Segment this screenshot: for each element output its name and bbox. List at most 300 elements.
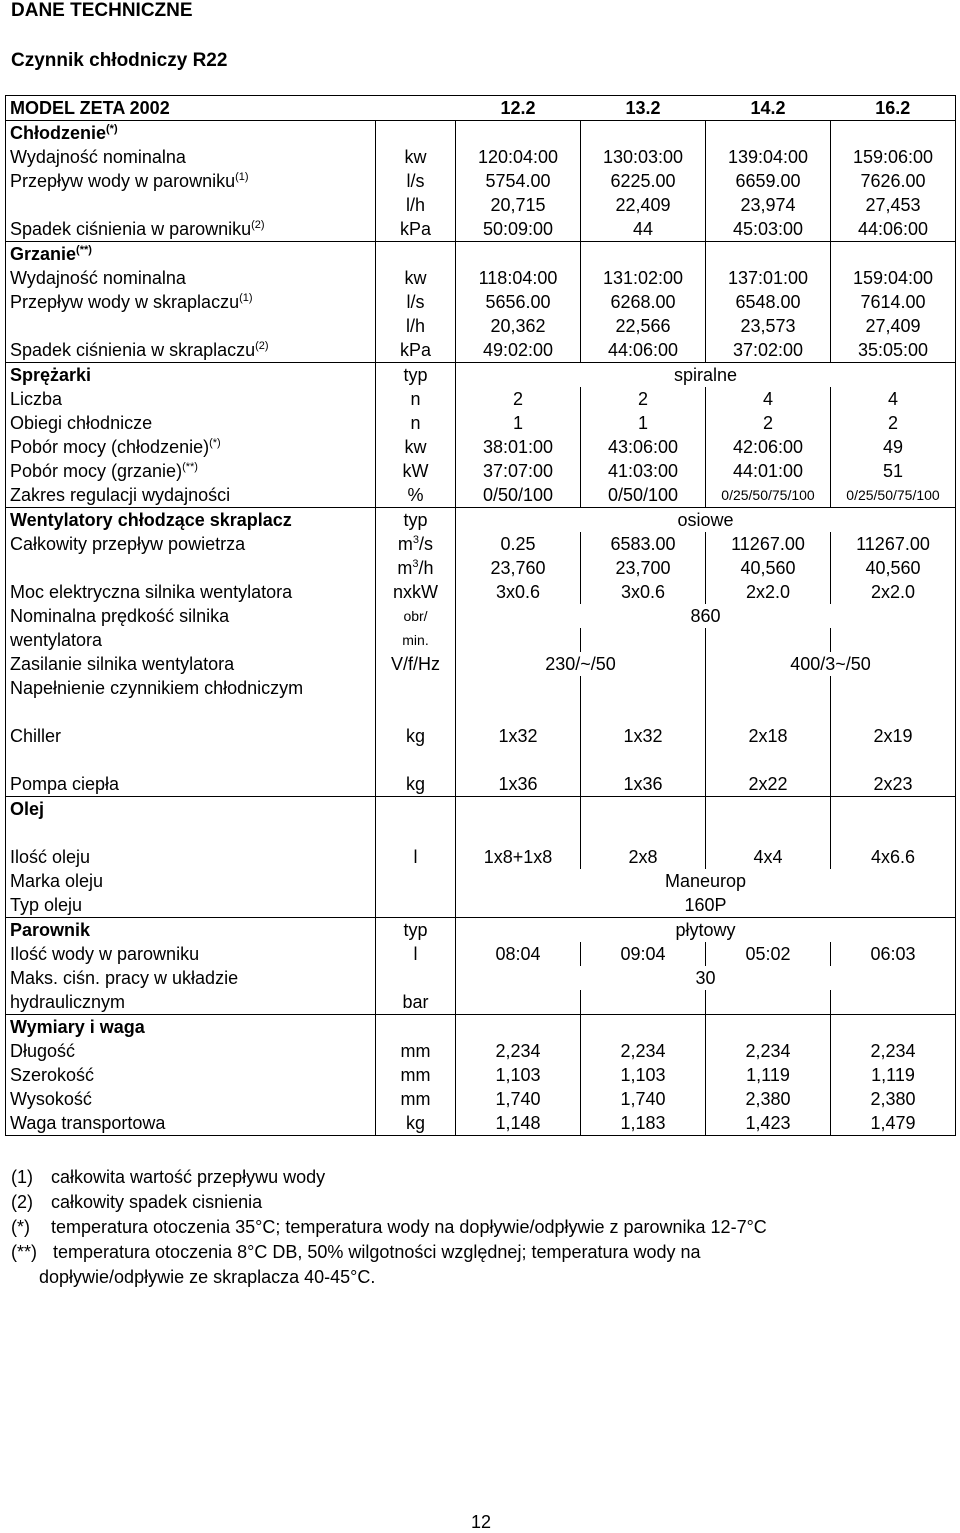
row-value: 11267.00 [706,532,831,556]
row-label [6,700,376,748]
row-value-span: 160P [456,893,956,918]
table-row [6,1014,956,1039]
row-unit [376,242,456,267]
footnote-key: (2) [11,1192,33,1212]
row-value [581,676,706,700]
row-label-text: Sprężarki [10,365,92,385]
row-label-text: Ilość wody w parowniku [10,943,200,964]
row-label-text: Obiegi chłodnicze [10,413,153,433]
row-label-text: wentylatora [10,630,103,650]
row-value: 23,573 [706,314,831,338]
row-value: 1x32 [456,700,581,748]
row-value: 5754.00 [456,169,581,193]
footnote-text: temperatura otoczenia 8°C DB, 50% wilgotności względnej; temperatura wody na [53,1242,701,1262]
row-value: 40,560 [831,556,956,580]
row-value: 6225.00 [581,169,706,193]
row-label-text: Wydajność nominalna [10,147,186,167]
row-label [6,556,376,580]
table-row [6,796,956,821]
row-value: 1,479 [831,1111,956,1136]
footnote-ref: (*) [209,437,221,449]
row-value: 1x32 [581,700,706,748]
row-unit: min. [376,628,456,652]
row-value: 0/50/100 [581,483,706,508]
row-value: 2,380 [706,1087,831,1111]
row-value: 05:02 [706,942,831,966]
row-unit: kw [376,435,456,459]
row-value: 1x36 [456,748,581,796]
row-label [6,748,376,796]
row-value: 2x8 [581,821,706,869]
row-value: 27,409 [831,314,956,338]
row-value [581,990,706,1015]
row-value-span: 30 [456,966,956,990]
row-value: 37:07:00 [456,459,581,483]
table-row [6,411,956,435]
table-row [6,532,956,556]
table-row [6,676,956,700]
row-label-text: Przepływ wody w parowniku [10,171,236,191]
row-value: 4 [831,387,956,411]
table-row [6,748,956,796]
row-unit: mm [376,1063,456,1087]
row-value: 1x36 [581,748,706,796]
row-label [6,990,376,1015]
row-unit: kw [376,266,456,290]
row-unit: kPa [376,338,456,363]
row-value [706,121,831,146]
row-value: 6583.00 [581,532,706,556]
row-value [831,990,956,1015]
row-value: 2 [456,387,581,411]
row-value: 120:04:00 [456,145,581,169]
row-label-text: Typ oleju [10,894,83,915]
row-value [831,1014,956,1039]
row-unit: l/s [376,169,456,193]
row-value: 2,234 [706,1039,831,1063]
row-value: 137:01:00 [706,266,831,290]
row-value [831,796,956,821]
row-label [6,942,376,966]
row-label [6,363,376,388]
row-label-text: Wydajność nominalna [10,268,186,288]
row-unit [376,893,456,918]
row-value: 2 [831,411,956,435]
footnote [11,1240,951,1265]
table-row [6,821,956,869]
row-unit: l [376,821,456,869]
table-row [6,917,956,942]
row-label [6,821,376,869]
footnote [11,1215,951,1240]
row-label-text: Wymiary i waga [10,1016,145,1037]
row-value [831,242,956,267]
row-value-span: Maneurop [456,869,956,893]
row-label-text: Liczba [10,389,63,409]
row-value: 09:04 [581,942,706,966]
row-value: 3x0.6 [581,580,706,604]
row-label [6,483,376,508]
row-label [6,869,376,893]
row-unit: mm [376,1039,456,1063]
row-label-text: Marka oleju [10,870,104,891]
row-value [831,628,956,652]
row-value [706,990,831,1015]
row-unit: obr/ [376,604,456,628]
row-value [581,121,706,146]
row-label [6,628,376,652]
table-row [6,893,956,918]
row-value [706,242,831,267]
row-value: 0/25/50/75/100 [831,483,956,508]
row-label [6,338,376,363]
row-value [706,1014,831,1039]
row-label [6,532,376,556]
row-value: 2,234 [456,1039,581,1063]
row-value [581,242,706,267]
row-value: 2x2.0 [831,580,956,604]
row-label-text: Spadek ciśnienia w parowniku [10,219,252,239]
row-unit: kg [376,748,456,796]
table-row [6,459,956,483]
footnote-text: całkowita wartość przepływu wody [51,1167,326,1187]
table-row [6,193,956,217]
table-row [6,700,956,748]
footnote-text: całkowity spadek cisnienia [51,1192,263,1212]
row-label-text: Długość [10,1040,76,1061]
row-label-text: Wentylatory chłodzące skraplacz [10,510,292,530]
footnote-ref: (1) [239,292,253,304]
row-label [6,1087,376,1111]
row-label-text: Parownik [10,919,91,940]
row-value [456,628,581,652]
row-label-text: Całkowity przepływ powietrza [10,534,246,554]
row-unit: l/h [376,314,456,338]
row-value: 44:06:00 [581,338,706,363]
row-value: 11267.00 [831,532,956,556]
row-value: 6548.00 [706,290,831,314]
row-unit [376,966,456,990]
row-value: 159:06:00 [831,145,956,169]
footnote-ref: (**) [182,461,198,473]
row-unit: n [376,411,456,435]
row-value: 0/50/100 [456,483,581,508]
row-value: 2x23 [831,748,956,796]
row-unit: nxkW [376,580,456,604]
row-unit: V/f/Hz [376,652,456,676]
row-value [456,990,581,1015]
row-value: 37:02:00 [706,338,831,363]
row-value: 1,183 [581,1111,706,1136]
table-row [6,338,956,363]
row-value [831,676,956,700]
row-label [6,121,376,146]
row-label-text: Olej [10,798,45,819]
row-value: 45:03:00 [706,217,831,242]
footnote [11,1165,951,1190]
header-model-4: 16.2 [831,96,956,121]
document-title: DANE TECHNICZNE [11,0,193,21]
footnote-ref: (*) [106,123,118,135]
table-row [6,435,956,459]
row-value: 44:01:00 [706,459,831,483]
row-unit: typ [376,917,456,942]
row-label-text: Nominalna prędkość silnika [10,606,230,626]
table-row [6,363,956,388]
row-label [6,1111,376,1136]
row-value [581,628,706,652]
row-label [6,290,376,314]
table-row [6,966,956,990]
footnote-ref: (2) [251,219,265,231]
row-value: 35:05:00 [831,338,956,363]
table-row [6,1039,956,1063]
row-value [456,242,581,267]
row-value: 0/25/50/75/100 [706,483,831,508]
row-value [706,796,831,821]
row-label [6,1063,376,1087]
table-row [6,290,956,314]
row-unit: bar [376,990,456,1015]
table-row [6,508,956,533]
row-value-span: 860 [456,604,956,628]
row-value: 1,148 [456,1111,581,1136]
table-row [6,266,956,290]
row-unit [376,121,456,146]
table-row [6,387,956,411]
row-unit: % [376,483,456,508]
row-unit [376,1014,456,1039]
row-value: 2 [706,411,831,435]
row-label-text: Ilość oleju [10,846,91,867]
row-value: 6659.00 [706,169,831,193]
row-value: 2x18 [706,700,831,748]
footnotes [11,1165,951,1290]
row-value: 2x2.0 [706,580,831,604]
page-number: 12 [471,1512,492,1532]
row-label-text: Chiller [10,726,62,746]
row-label [6,1039,376,1063]
table-row [6,869,956,893]
row-value: 7626.00 [831,169,956,193]
footnote [11,1265,951,1290]
table-row [6,145,956,169]
row-value: 1,119 [831,1063,956,1087]
row-value: 20,362 [456,314,581,338]
row-value: 1 [581,411,706,435]
row-unit [376,676,456,700]
row-value: 50:09:00 [456,217,581,242]
row-value: 6268.00 [581,290,706,314]
row-value: 2,234 [831,1039,956,1063]
row-value: 1,740 [456,1087,581,1111]
row-value [831,121,956,146]
row-unit: l [376,942,456,966]
row-label [6,435,376,459]
row-value: 22,409 [581,193,706,217]
table-row [6,217,956,242]
row-label [6,652,376,676]
row-label [6,459,376,483]
row-value: 2,380 [831,1087,956,1111]
header-model-2: 13.2 [625,98,661,118]
row-label-text: Napełnienie czynnikiem chłodniczym [10,678,304,698]
row-value: 23,974 [706,193,831,217]
row-value: 5656.00 [456,290,581,314]
row-value [581,1014,706,1039]
row-label-text: Moc elektryczna silnika wentylatora [10,582,293,602]
row-value: 2,234 [581,1039,706,1063]
row-label-text: Grzanie [10,244,77,264]
row-unit: $m^3/h$ [376,556,456,580]
row-unit: typ [376,363,456,388]
row-unit: kw [376,145,456,169]
row-label [6,580,376,604]
row-unit: l/s [376,290,456,314]
footnote-text: dopływie/odpływie ze skraplacza 40-45°C. [39,1267,376,1287]
header-unit [376,96,456,121]
row-unit: kg [376,700,456,748]
row-value-pair: 400/3~/50 [706,652,956,676]
row-label [6,266,376,290]
row-unit: $m^3/s$ [376,532,456,556]
table-row [6,652,956,676]
row-label [6,387,376,411]
row-label [6,169,376,193]
row-value: 41:03:00 [581,459,706,483]
row-unit [376,869,456,893]
row-value: 139:04:00 [706,145,831,169]
row-value: 49:02:00 [456,338,581,363]
row-value: 1x8+1x8 [456,821,581,869]
row-label-text: Przepływ wody w skraplaczu [10,292,240,312]
footnote-ref: (2) [255,340,269,352]
row-value: 49 [831,435,956,459]
table-row [6,121,956,146]
row-value: 44:06:00 [831,217,956,242]
row-value: 3x0.6 [456,580,581,604]
row-value: 22,566 [581,314,706,338]
row-value: 130:03:00 [581,145,706,169]
row-value: 44 [581,217,706,242]
row-label [6,917,376,942]
row-unit: kW [376,459,456,483]
footnote-key: (*) [11,1217,30,1237]
row-unit [376,796,456,821]
table-row [6,314,956,338]
row-value: 2x19 [831,700,956,748]
row-value-span: płytowy [456,917,956,942]
row-label-text: Pobór mocy (grzanie) [10,461,183,481]
table-row [6,483,956,508]
row-label [6,314,376,338]
row-value: 1,740 [581,1087,706,1111]
row-label [6,796,376,821]
row-value: 4x4 [706,821,831,869]
row-value: 38:01:00 [456,435,581,459]
row-value: 43:06:00 [581,435,706,459]
row-value: 08:04 [456,942,581,966]
header-model-1: 12.2 [500,98,536,118]
row-value-span: osiowe [456,508,956,533]
footnote-key: (1) [11,1167,33,1187]
footnote-ref: (1) [235,171,249,183]
row-value: 20,715 [456,193,581,217]
row-label [6,193,376,217]
row-value-span: spiralne [456,363,956,388]
row-value: 1,103 [456,1063,581,1087]
row-unit: typ [376,508,456,533]
row-label [6,893,376,918]
row-label [6,242,376,267]
row-value: 1,423 [706,1111,831,1136]
row-value: 131:02:00 [581,266,706,290]
footnote-text: temperatura otoczenia 35°C; temperatura wody na dopływie/odpływie z parownika 12-7°C [51,1217,767,1237]
technical-data-table [5,95,956,1136]
row-value [706,676,831,700]
row-label-text: Pompa ciepła [10,773,120,794]
row-value-pair: 230/~/50 [456,652,706,676]
row-label-text: Waga transportowa [10,1112,166,1133]
row-value: 1,103 [581,1063,706,1087]
footnote-key: (**) [11,1242,37,1262]
header-model-3: 14.2 [750,98,786,118]
table-row [6,942,956,966]
row-value [581,796,706,821]
row-label-text: Maks. ciśn. pracy w układzie [10,967,239,988]
table-row [6,1111,956,1136]
row-label [6,411,376,435]
row-label-text: Spadek ciśnienia w skraplaczu [10,340,256,360]
table-header-row [6,96,956,121]
row-value: 1,119 [706,1063,831,1087]
row-value [456,676,581,700]
row-value: 06:03 [831,942,956,966]
row-unit: n [376,387,456,411]
table-row [6,556,956,580]
row-value: 1 [456,411,581,435]
table-row [6,1087,956,1111]
row-value [456,1014,581,1039]
row-label-text: Pobór mocy (chłodzenie) [10,437,210,457]
footnote [11,1190,951,1215]
document-subtitle: Czynnik chłodniczy R22 [11,50,228,71]
row-unit: mm [376,1087,456,1111]
row-value: 23,760 [456,556,581,580]
row-label-text: Zasilanie silnika wentylatora [10,654,235,674]
row-value: 0.25 [456,532,581,556]
row-label-text: Wysokość [10,1088,92,1109]
row-value: 2 [581,387,706,411]
row-label-text: hydraulicznym [10,991,126,1012]
row-label [6,676,376,700]
row-label [6,217,376,242]
row-label [6,145,376,169]
row-label [6,966,376,990]
table-row [6,990,956,1015]
row-value: 7614.00 [831,290,956,314]
row-value: 27,453 [831,193,956,217]
table-row [6,169,956,193]
table-row [6,580,956,604]
row-value [456,121,581,146]
row-label [6,508,376,533]
row-label [6,1014,376,1039]
footnote-ref: (**) [76,244,92,256]
header-label: MODEL ZETA 2002 [6,96,376,121]
table-row [6,604,956,628]
row-value: 23,700 [581,556,706,580]
